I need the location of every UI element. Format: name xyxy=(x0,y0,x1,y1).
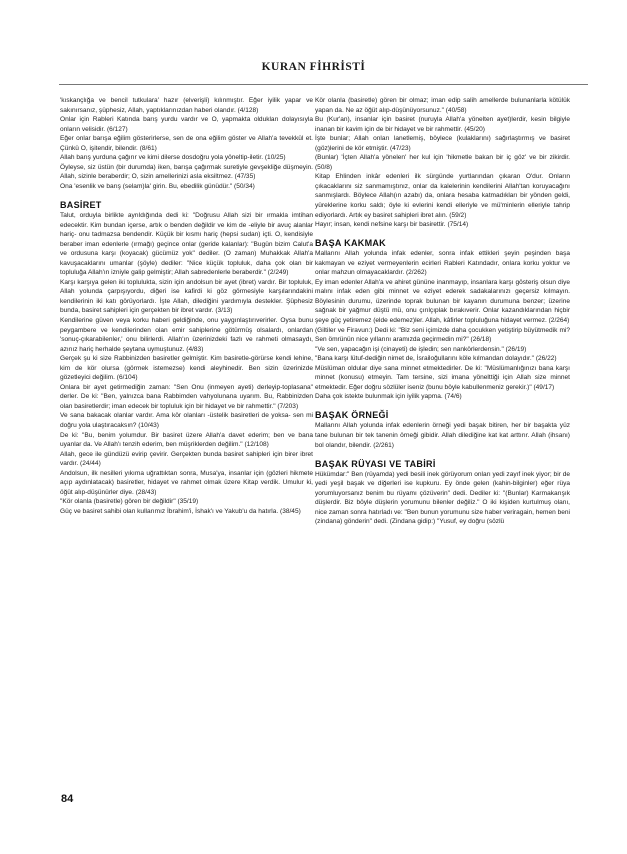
paragraph: 'kıskançlığa ve bencil tutkulara' hazır (elverişli) kılınmıştır. Eğer iyilik yapar ve sakınırsanız, şüphesiz, Allah, yaptıklarınızdan haberi olandır. (4/128) xyxy=(60,97,313,114)
page-header-title: KURAN FİHRİSTİ xyxy=(261,61,366,73)
paragraph: Ve sana bakacak olanlar vardır. Ama kör olanları -üstelik basiretleri de yoksa- sen mi doğru yola ulaştıracaksın? (10/43) xyxy=(60,412,313,429)
paragraph: "Ve sen, yapacağın işi (cinayeti) de işledin; sen nankörlerdensin." (26/19) xyxy=(315,345,527,353)
paragraph: Allah, gece ile gündüzü evirip çevirir. Gerçekten bunda basiret sahipleri için birer ibret vardır. (24/44) xyxy=(60,450,313,468)
paragraph: "Bana karşı lütuf-dediğin nimet de, İsrailoğullarını köle kılmandan dolayıdır." (26/22) xyxy=(315,355,557,363)
paragraph: Mallarını Allah yolunda infak edenlerin örneği yedi başak bitiren, her bir başakta yüz tane bulunan bir tek tanenin örneği gibidir. Allah dilediğine kat kat arttırır. Allah (ihsanı) bol olandır, bilendir. (2/261) xyxy=(315,422,570,449)
header-divider xyxy=(59,84,588,85)
paragraph: Öyleyse, siz üstün (bir durumda) iken, barışa çağırmak suretiyle gevşekliğe düşmeyin. Allah, sizinle beraberdir; O, sizin amellerinizi asla eksiltmez. (47/35) xyxy=(60,163,313,181)
paragraph: "Kör olanla (basiretle) gören bir değildir" (35/19) xyxy=(60,498,199,506)
paragraph: Müslüman oldular diye sana minnet etmektedirler. De ki: "Müslümanlığınızı bana karşı minnet (konusu) etmeyin. Tam tersine, sizi imana yönelttiği için Allah size minnet etmektedir. Eğer doğru sözlüler iseniz (bunu böyle kabullenmeniz gerekir.)" (49/17) xyxy=(315,364,570,391)
paragraph: Daha çok istekte bulunmak için iyilik yapma. (74/6) xyxy=(315,393,462,401)
section-heading: BAŞA KAKMAK xyxy=(315,238,386,249)
paragraph: Eğer onlar barışa eğilim gösterirlerse, sen de ona eğilim göster ve Allah'a tevekkül et. Çünkü O, işitendir, bilendir. (8/61) xyxy=(60,135,313,152)
paragraph: Andolsun, ilk nesilleri yıkıma uğrattıktan sonra, Musa'ya, insanlar için (gözleri hikmete açıp aydınlatacak) basiretler, hidayet ve rahmet olmak üzere Kitap verdik. Umulur ki, öğüt alıp-düşünürler diye. (28/43) xyxy=(60,469,313,496)
paragraph: De ki: "Bu, benim yolumdur. Bir basiret üzere Allah'a davet ederim; ben ve bana uyanlar da. Ve Allah'ı tenzih ederim, ben müşriklerden değilim." (12/108) xyxy=(60,431,313,449)
left-column xyxy=(60,96,313,796)
paragraph: (Giltiler ve Firavun:) Dedi ki: "Biz seni içimizde daha çocukken yetiştirip büyütmedik mi? Sen ömrünün nice yıllarını aramızda geçirmedin mi?" (26/18) xyxy=(315,326,570,344)
paragraph: Karşı karşıya gelen iki toplulukta, sizin için andolsun bir ayet (ibret) vardır. Bir topluluk, Allah yolunda çarpışıyordu, diğeri ise kafirdi ki göz görmesiyle karşılarındakini kendilerinin iki katı görüyorlardı. İşte Allah, dilediğini yardımıyla destekler. Şüphesiz bunda, basiret sahipleri için gerçekten bir ibret vardır. (3/13) xyxy=(60,278,313,315)
section-heading: BAŞAK RÜYASI VE TABİRİ xyxy=(315,458,436,469)
paragraph: Güç ve basiret sahibi olan kullarımız İbrahim'i, İshak'ı ve Yakub'u da hatırla. (38/45) xyxy=(60,507,301,515)
paragraph: Hayır; insan, kendi nefsine karşı bir basirettir. (75/14) xyxy=(315,221,469,229)
paragraph: Talut, orduyla birlikte ayrıldığında dedi ki: "Doğrusu Allah sizi bir ırmakla imtihan edecektir. Kim bundan içerse, artık o benden değildir ve kim de -eliyle bir avuç alanlar hariç- onu tadmazsa bendendir. Küçük bir kısmı hariç (hepsi sudan) içti. O, kendisiyle beraber iman edenlerle (ırmağı) geçince onlar (geride kalanlar): "Bugün bizim Calut'a ve ordusuna karşı (koyacak) gücümüz yok" dediler. (O zaman) Muhakkak Allah'a kavuşacaklarını umanlar (şöyle) dediler: "Nice küçük topluluk, daha çok olan bir topluluğa Allah'ın izniyle galip gelmiştir; Allah sabredenlerle beraberdir." (2/249) xyxy=(60,211,313,277)
paragraph: Kendilerine güven veya korku haberi geldiğinde, onu yaygınlaştırıverirler. Oysa bunu peygambere ve kendilerinden olan emir sahiplerine götürmüş olsalardı, onlardan 'sonuç-çıkarabilenler,' onu bilirlerdi. Allah'ın üzerinizdeki fazlı ve rahmeti olmasaydı, azınız hariç herhalde şeytana uymuştunuz. (4/83) xyxy=(60,316,313,353)
paragraph: (Bunlar) 'İçten Allah'a yönelen' her kul için 'hikmetle bakan bir iç göz' ve bir zikirdir. (50/8) xyxy=(315,154,570,171)
paragraph: Ona 'esenlik ve barış (selam)la' girin. Bu, ebedilik günüdür." (50/34) xyxy=(60,182,255,190)
page-number: 84 xyxy=(61,793,74,805)
paragraph: Onlara bir ayet getirmediğin zaman: "Sen Onu (inmeyen ayeti) derleyip-toplasana" derler. De ki: "Ben, yalnızca bana Rabbimden vahyolunana uyarım. Bu, Rabbinizden olan basiretlerdir; iman edecek bir topluluk için bir hidayet ve bir rahmettir." (7/203) xyxy=(60,383,313,410)
paragraph: Onlar için Rableri Katında barış yurdu vardır ve O, yapmakta oldukları dolayısıyla onların velisidir. (6/127) xyxy=(60,116,313,133)
section-heading: BASİRET xyxy=(60,199,102,210)
paragraph: Ey iman edenler Allah'a ve ahiret gününe inanmayıp, insanlara karşı gösteriş olsun diye malını infak eden gibi minnet ve eziyet ederek sadakalarınızı geçersiz kılmayın. Böylesinin durumu, üzerinde toprak bulunan bir kayanın durumuna benzer; üzerine sağnak bir yağmur düştü mü, onu çırılçıplak bırakıverir. Onlar kazandıklarından hiçbir şeye güç yetiremez (elde edemez)ler. Allah, kâfirler topluluğuna hidayet vermez. (2/264) xyxy=(315,278,570,324)
section-heading: BAŞAK ÖRNEĞİ xyxy=(315,410,389,421)
paragraph: Allah barış yurduna çağırır ve kimi dilerse dosdoğru yola yöneltip-iletir. (10/25) xyxy=(60,154,286,162)
paragraph: Kör olanla (basiretle) gören bir olmaz; iman edip salih amellerde bulunanlarla kötülük yapan da. Ne az öğüt alıp-düşünüyorsunuz." (40/58) xyxy=(315,97,570,114)
paragraph: İşte bunlar; Allah onları lanetlemiş, böylece (kulaklarını) sağırlaştırmış ve basiret (göz)lerini de kör etmiştir. (47/23) xyxy=(315,135,570,152)
right-column xyxy=(315,96,570,796)
paragraph: Gerçek şu ki size Rabbinizden basiretler gelmiştir. Kim basiretle-görürse kendi lehine, kim de kör olursa (görmek istemezse) kendi aleyhinedir. Ben sizin üzerinizde gözetleyici değilim. (6/104) xyxy=(60,355,313,382)
paragraph: Mallarını Allah yolunda infak edenler, sonra infak ettikleri şeyin peşinden başa kakmayan ve eziyet vermeyenlerin ecirleri Rableri Katındadır, onlara korku yoktur ve onlar mahzun olmayacaklardır. (2/262) xyxy=(315,250,570,277)
paragraph: Bu (Kur'an), insanlar için basiret (nuruyla Allah'a yönelten ayet)lerdir, kesin bilgiyle inanan bir kavim için de bir hidayet ve bir rahmettir. (45/20) xyxy=(315,116,570,133)
paragraph: Kitap Ehlinden inkâr edenleri ilk sürgünde yurtlarından çıkaran O'dur. Onların çıkacaklarını siz sanmamıştınız, onlar da kalelerinin kendilerini Allah'tan koruyacağını sanmışlardı. Böylece Allah(ın azabı) da, onlara hesaba katmadıkları bir yönden geldi, yüreklerine korku saldı; öyle ki evlerini kendi elleriyle ve mü'minlerin elleriyle tahrip ediyorlardı. Artık ey basiret sahipleri ibret alın. (59/2) xyxy=(315,173,570,219)
paragraph: Hükümdar:" Ben (rüyamda) yedi besili inek görüyorum onları yedi zayıf inek yiyor; bir de yedi yeşil başak ve diğerleri ise kupkuru. Ey önde gelen (kahin-bilginler) eğer rüya yorumluyorsanız benim bu rüyamı çözüverin" dedi. Dediler ki: "(Bunlar) Karmakarışık düşlerdir. Biz böyle düşlerin yorumunu bilenler değiliz." O iki kişiden kurtulmuş olanı, nice zaman sonra hatırladı ve: "Ben bunun yorumunu size haber veriragain, hemen beni (zindana) gönderin" dedi. (Zindana gidip:) "Yusuf, ey doğru (sözlü xyxy=(315,470,570,526)
